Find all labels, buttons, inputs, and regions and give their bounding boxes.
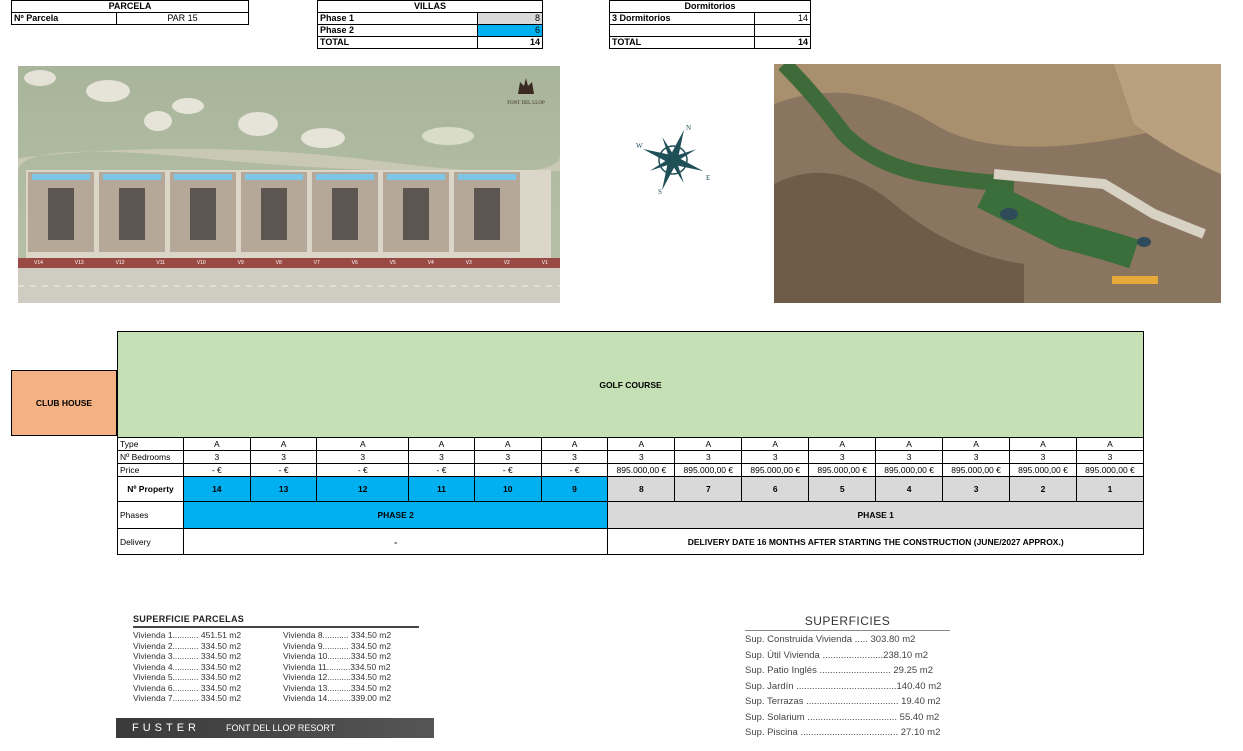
bedrooms-cell: 3 (409, 451, 475, 464)
delivery-phase1-cell: DELIVERY DATE 16 MONTHS AFTER STARTING THE CONSTRUCTION (JUNE/2027 APPROX.) (608, 529, 1144, 555)
bedrooms-cell: 3 (608, 451, 675, 464)
villa-blocks (28, 172, 520, 252)
villa-label: V14 (34, 260, 43, 266)
compass-south-label: S (658, 188, 662, 196)
type-cell: A (1010, 438, 1077, 451)
property-number-cell: 13 (250, 477, 317, 502)
property-number-cell: 8 (608, 477, 675, 502)
parcela-table (11, 0, 249, 25)
villas-row-label: Phase 2 (318, 25, 478, 37)
property-number-cell: 1 (1076, 477, 1143, 502)
row-label: Price (118, 464, 184, 477)
villa-label: V10 (196, 260, 206, 266)
vivienda-line: Vivienda 12..........334.50 m2 (283, 672, 392, 682)
dormitorios-row-value (755, 25, 811, 37)
vivienda-line: Vivienda 6........... 334.50 m2 (133, 682, 242, 693)
dormitorios-header: Dormitorios (610, 1, 811, 13)
type-cell: A (608, 438, 675, 451)
property-number-cell: 2 (1010, 477, 1077, 502)
villas-header: VILLAS (318, 1, 543, 13)
vivienda-line: Vivienda 7........... 334.50 m2 (133, 693, 242, 703)
delivery-row (118, 529, 1144, 555)
property-table (117, 437, 1144, 555)
golf-course-block (117, 331, 1144, 438)
price-cell: - € (474, 464, 541, 477)
row-label: Nº Property (118, 477, 184, 502)
superficie-line: Sup. Jardín ......................................140.40 m2 (745, 680, 942, 692)
bedrooms-cell: 3 (1010, 451, 1077, 464)
villas-row-label: TOTAL (318, 37, 478, 49)
price-cell: - € (250, 464, 317, 477)
villas-table (317, 0, 543, 49)
vivienda-line: Vivienda 2........... 334.50 m2 (133, 640, 242, 651)
superficie-parcelas (133, 614, 423, 704)
superficie-line: Sup. Solarium .................................. 55.40 m2 (745, 711, 940, 723)
parcela-value: PAR 15 (117, 13, 249, 25)
bedrooms-cell: 3 (183, 451, 250, 464)
site-plan-image (18, 66, 560, 303)
type-cell: A (876, 438, 943, 451)
bedrooms-cell: 3 (742, 451, 809, 464)
type-cell: A (809, 438, 876, 451)
property-number-cell: 3 (943, 477, 1010, 502)
price-row (118, 464, 1144, 477)
dormitorios-row-label: 3 Dormitorios (610, 13, 755, 25)
villa-label: V3 (465, 260, 472, 266)
price-cell: - € (317, 464, 409, 477)
compass-east-label: E (706, 174, 711, 182)
villa-label: V7 (313, 260, 320, 266)
brand-name: FUSTER (132, 722, 200, 734)
resort-logo-text: FONT DEL LLOP (507, 101, 545, 106)
phase2-cell: PHASE 2 (183, 502, 607, 529)
villas-row-label: Phase 1 (318, 13, 478, 25)
superficie-line: Sup. Patio Inglés ........................... 29.25 m2 (745, 665, 933, 676)
type-cell: A (742, 438, 809, 451)
villa-label: V13 (74, 260, 84, 266)
brand-bar (116, 718, 434, 738)
superficie-parcelas-title: SUPERFICIE PARCELAS (133, 614, 245, 624)
dormitorios-row-label: TOTAL (610, 37, 755, 49)
wolf-logo-icon (514, 76, 538, 96)
compass-west-label: W (636, 142, 643, 150)
price-cell: 895.000,00 € (809, 464, 876, 477)
property-number-cell: 7 (675, 477, 742, 502)
phase1-cell: PHASE 1 (608, 502, 1144, 529)
parcela-header: PARCELA (12, 1, 249, 13)
superficie-line: Sup. Construida Vivienda ..... 303.80 m2 (745, 634, 916, 645)
vivienda-line: Vivienda 14..........339.00 m2 (283, 693, 392, 703)
villa-label-row (34, 260, 548, 268)
villas-row-value: 14 (478, 37, 543, 49)
type-cell: A (675, 438, 742, 451)
row-label: Phases (118, 502, 184, 529)
villas-row-value: 8 (478, 13, 543, 25)
price-cell: - € (541, 464, 608, 477)
type-cell: A (474, 438, 541, 451)
villa-label: V9 (237, 260, 244, 266)
vivienda-line: Vivienda 9........... 334.50 m2 (283, 640, 392, 651)
villa-label: V12 (115, 260, 125, 266)
superficie-line: Sup. Útil Vivienda .......................238.10 m2 (745, 649, 929, 661)
row-label: Delivery (118, 529, 184, 555)
type-row (118, 438, 1144, 451)
bedrooms-cell: 3 (943, 451, 1010, 464)
vivienda-line: Vivienda 10..........334.50 m2 (283, 651, 392, 661)
price-cell: 895.000,00 € (675, 464, 742, 477)
property-number-cell: 11 (409, 477, 475, 502)
resort-name: FONT DEL LLOP RESORT (226, 723, 336, 733)
dormitorios-row-label (610, 25, 755, 37)
compass-rose (630, 122, 720, 202)
parcela-label: Nº Parcela (12, 13, 117, 25)
bedrooms-cell: 3 (675, 451, 742, 464)
price-cell: 895.000,00 € (1010, 464, 1077, 477)
price-cell: 895.000,00 € (1076, 464, 1143, 477)
bedrooms-cell: 3 (1076, 451, 1143, 464)
bedrooms-cell: 3 (809, 451, 876, 464)
superficies-title: SUPERFICIES (804, 614, 891, 628)
vivienda-line: Vivienda 4........... 334.50 m2 (133, 661, 242, 672)
vivienda-line: Vivienda 3........... 334.50 m2 (133, 651, 242, 661)
aerial-map-image (774, 64, 1221, 303)
delivery-phase2-cell: - (183, 529, 607, 555)
vivienda-line: Vivienda 1........... 451.51 m2 (133, 630, 242, 640)
property-number-row (118, 477, 1144, 502)
type-cell: A (183, 438, 250, 451)
property-number-cell: 10 (474, 477, 541, 502)
superficie-line: Sup. Piscina ..................................... 27.10 m2 (745, 727, 941, 738)
vivienda-line: Vivienda 5........... 334.50 m2 (133, 672, 242, 682)
property-number-cell: 12 (317, 477, 409, 502)
club-house-block (11, 370, 117, 436)
villa-label: V2 (503, 260, 510, 266)
dormitorios-row-value: 14 (755, 13, 811, 25)
villa-label: V8 (275, 260, 282, 266)
bedrooms-cell: 3 (250, 451, 317, 464)
price-cell: - € (183, 464, 250, 477)
vivienda-line: Vivienda 13..........334.50 m2 (283, 682, 392, 693)
phases-row (118, 502, 1144, 529)
bedrooms-cell: 3 (317, 451, 409, 464)
club-house-label: CLUB HOUSE (35, 398, 93, 408)
vivienda-line: Vivienda 8........... 334.50 m2 (283, 630, 392, 640)
property-number-cell: 14 (183, 477, 250, 502)
bedrooms-cell: 3 (541, 451, 608, 464)
villa-label: V1 (541, 260, 548, 266)
villa-label: V11 (156, 260, 165, 266)
bedrooms-cell: 3 (474, 451, 541, 464)
price-cell: 895.000,00 € (608, 464, 675, 477)
row-label: Type (118, 438, 184, 451)
villa-label: V4 (427, 260, 434, 266)
price-cell: - € (409, 464, 475, 477)
superficies (745, 614, 950, 741)
bedrooms-cell: 3 (876, 451, 943, 464)
row-label: Nº Bedrooms (118, 451, 184, 464)
property-number-cell: 6 (742, 477, 809, 502)
superficie-line: Sup. Terrazas ................................... 19.40 m2 (745, 696, 941, 707)
type-cell: A (409, 438, 475, 451)
villa-label: V5 (389, 260, 396, 266)
type-cell: A (317, 438, 409, 451)
vivienda-line: Vivienda 11..........334.50 m2 (283, 661, 391, 672)
property-number-cell: 4 (876, 477, 943, 502)
villa-label: V6 (351, 260, 358, 266)
aerial-map-drawing (774, 64, 1221, 303)
compass-north-label: N (686, 124, 692, 132)
compass-icon (630, 122, 720, 202)
price-cell: 895.000,00 € (876, 464, 943, 477)
property-number-cell: 5 (809, 477, 876, 502)
villas-row-value: 6 (478, 25, 543, 37)
type-cell: A (250, 438, 317, 451)
golf-course-label: GOLF COURSE (599, 379, 662, 390)
bedrooms-row (118, 451, 1144, 464)
resort-logo (506, 76, 546, 106)
type-cell: A (943, 438, 1010, 451)
type-cell: A (1076, 438, 1143, 451)
type-cell: A (541, 438, 608, 451)
dormitorios-table (609, 0, 811, 49)
price-cell: 895.000,00 € (943, 464, 1010, 477)
property-number-cell: 9 (541, 477, 608, 502)
price-cell: 895.000,00 € (742, 464, 809, 477)
dormitorios-row-value: 14 (755, 37, 811, 49)
